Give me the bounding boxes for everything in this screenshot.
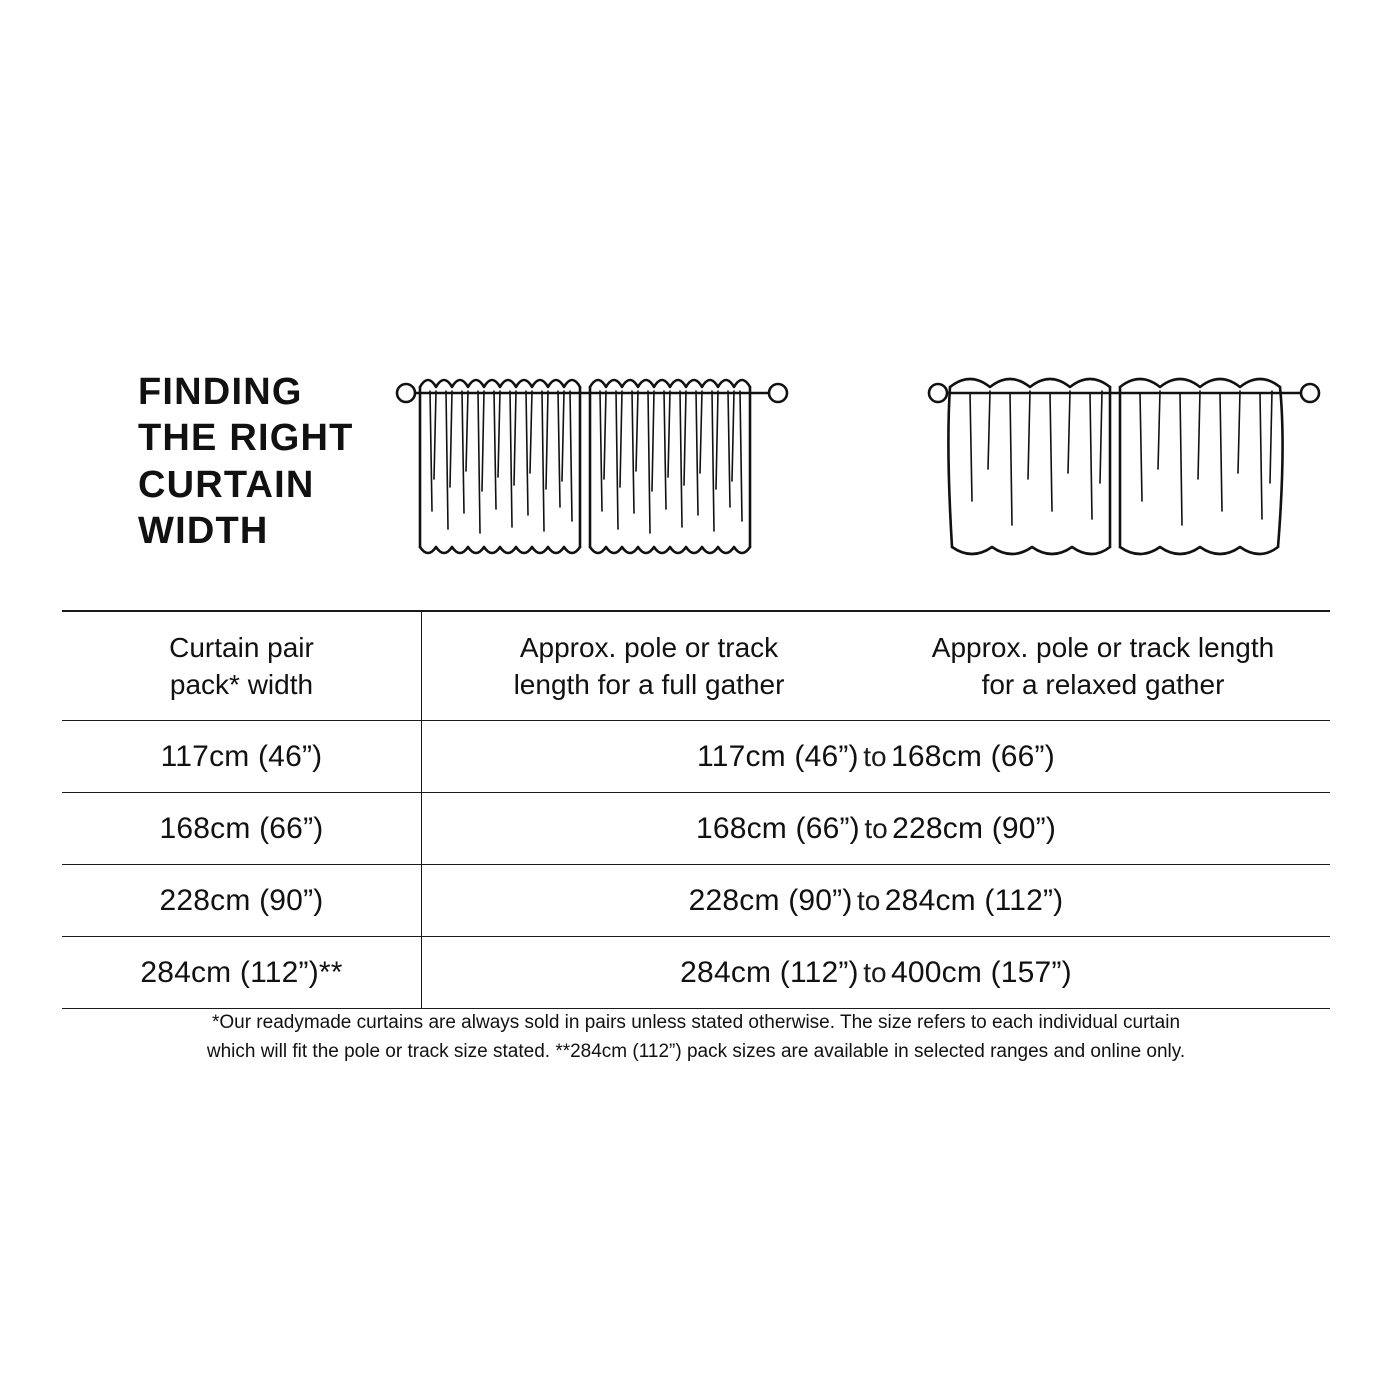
full-gather-curtain-illustration xyxy=(392,361,792,576)
footnote xyxy=(62,1008,1330,1067)
table-row xyxy=(62,793,1330,865)
header-pack-width-line-2: pack* width xyxy=(169,669,314,700)
header-relaxed-gather-line-2: for a relaxed gather xyxy=(981,669,1225,700)
value-full-gather: 168cm (66”) xyxy=(695,811,860,845)
footnote-line-1: *Our readymade curtains are always sold in pairs unless stated otherwise. The size refers to each individual curtain xyxy=(211,1012,1181,1033)
value-pack-width: 228cm (90”) xyxy=(159,883,324,917)
page-title xyxy=(62,355,392,554)
value-relaxed-gather: 228cm (90”) xyxy=(892,811,1057,845)
value-pack-width: 284cm (112”)** xyxy=(140,955,343,989)
header-pack-width-line-1: Curtain pair xyxy=(169,631,314,663)
value-connector: to xyxy=(856,884,881,916)
page-title-line-2: THE RIGHT xyxy=(138,417,354,460)
header-area xyxy=(62,355,1330,605)
cell-range xyxy=(422,793,1330,864)
table-row xyxy=(62,937,1330,1009)
value-connector: to xyxy=(863,740,887,772)
page-title-line-1: FINDING xyxy=(138,371,303,413)
page-title-line-4: WIDTH xyxy=(138,510,269,553)
value-relaxed-gather: 284cm (112”) xyxy=(884,883,1064,917)
header-cell-pack-width xyxy=(62,612,422,720)
page-title-line-3: CURTAIN xyxy=(138,463,315,506)
value-pack-width: 168cm (66”) xyxy=(159,811,324,845)
cell-pack-width xyxy=(62,721,422,792)
table-header-row xyxy=(62,612,1330,721)
table-row xyxy=(62,865,1330,937)
value-pack-width: 117cm (46”) xyxy=(160,739,323,773)
cell-range xyxy=(422,721,1330,792)
value-relaxed-gather: 168cm (66”) xyxy=(891,739,1055,773)
header-cell-full-gather xyxy=(422,612,876,720)
header-full-gather-line-1: Approx. pole or track xyxy=(519,631,779,663)
value-connector: to xyxy=(864,812,888,844)
relaxed-gather-curtain-illustration xyxy=(924,361,1324,576)
footnote-line-2: which will fit the pole or track size stated. **284cm (112”) pack sizes are available in selected ranges and online only. xyxy=(206,1041,1186,1063)
value-full-gather: 228cm (90”) xyxy=(688,883,853,917)
header-cell-relaxed-gather xyxy=(876,612,1330,720)
cell-pack-width xyxy=(62,793,422,864)
value-relaxed-gather: 400cm (157”) xyxy=(891,955,1072,989)
header-relaxed-gather-line-1: Approx. pole or track length xyxy=(931,631,1275,663)
value-full-gather: 284cm (112”) xyxy=(680,955,859,989)
value-full-gather: 117cm (46”) xyxy=(697,739,859,773)
illustration-group xyxy=(392,355,1330,576)
cell-range xyxy=(422,865,1330,936)
value-connector: to xyxy=(863,956,887,988)
cell-pack-width xyxy=(62,937,422,1008)
curtain-width-table xyxy=(62,610,1330,1009)
cell-pack-width xyxy=(62,865,422,936)
header-full-gather-line-2: length for a full gather xyxy=(513,669,785,700)
cell-range xyxy=(422,937,1330,1008)
table-row xyxy=(62,721,1330,793)
